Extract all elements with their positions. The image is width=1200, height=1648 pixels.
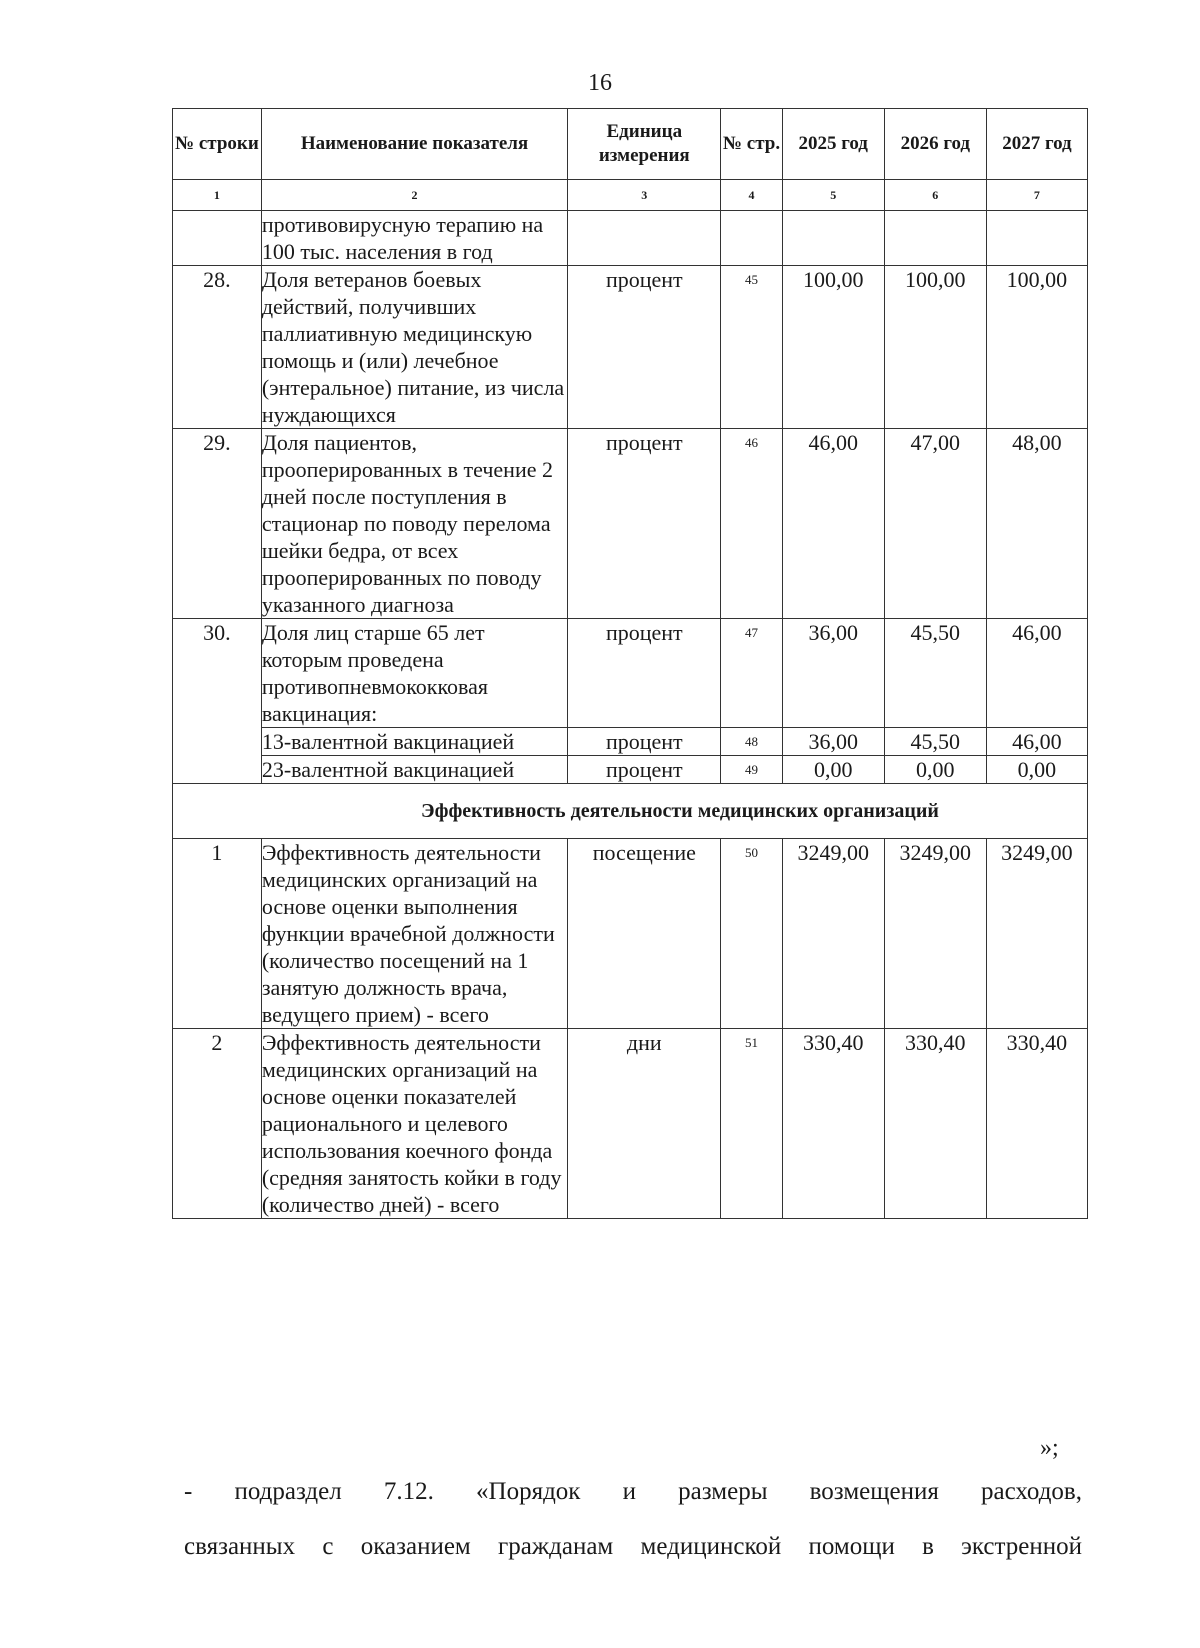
line-number: 48 — [721, 728, 782, 756]
table-row — [173, 1029, 1088, 1219]
value-2026: 330,40 — [884, 1029, 986, 1219]
table-row — [173, 429, 1088, 619]
table-row — [173, 756, 1088, 784]
row-number — [173, 211, 262, 266]
table-header-row — [173, 109, 1088, 180]
line-number — [721, 211, 782, 266]
value-2025: 330,40 — [782, 1029, 884, 1219]
value-2027: 3249,00 — [986, 839, 1087, 1029]
line-number: 45 — [721, 266, 782, 429]
indicator-name: Доля пациентов, прооперированных в течение 2 дней после поступления в стационар по поводу перелома шейки бедра, от всех прооперированных по поводу указанного диагноза — [261, 429, 567, 619]
column-number: 2 — [261, 180, 567, 211]
value-2027 — [986, 211, 1087, 266]
section-header-row — [173, 784, 1088, 839]
page-number: 16 — [588, 70, 612, 96]
line-number: 50 — [721, 839, 782, 1029]
indicators-table — [172, 108, 1088, 1219]
line-number: 49 — [721, 756, 782, 784]
value-2026: 45,50 — [884, 619, 986, 728]
header-row-number: № строки — [173, 109, 262, 180]
value-2027: 48,00 — [986, 429, 1087, 619]
column-number: 5 — [782, 180, 884, 211]
closing-quote: »; — [1040, 1435, 1059, 1461]
indicator-name: Эффективность деятельности медицинских организаций на основе оценки показателей рационального и целевого использования коечного фонда (средняя занятость койки в году (количество дней) - всего — [261, 1029, 567, 1219]
indicator-name: Доля ветеранов боевых действий, получивших паллиативную медицинскую помощь и (или) лечебное (энтеральное) питание, из числа нуждающихся — [261, 266, 567, 429]
value-2027: 46,00 — [986, 619, 1087, 728]
value-2027: 0,00 — [986, 756, 1087, 784]
header-unit: Единица измерения — [568, 109, 721, 180]
value-2025: 0,00 — [782, 756, 884, 784]
row-number: 1 — [173, 839, 262, 1029]
indicator-name: 13-валентной вакцинацией — [261, 728, 567, 756]
paragraph-line: - подраздел 7.12. «Порядок и размеры возмещения расходов, — [184, 1478, 1082, 1505]
value-2025: 100,00 — [782, 266, 884, 429]
header-year-2026: 2026 год — [884, 109, 986, 180]
table-row — [173, 839, 1088, 1029]
unit — [568, 211, 721, 266]
value-2025: 3249,00 — [782, 839, 884, 1029]
unit: процент — [568, 728, 721, 756]
value-2026: 0,00 — [884, 756, 986, 784]
column-number: 6 — [884, 180, 986, 211]
value-2027: 330,40 — [986, 1029, 1087, 1219]
table-row — [173, 211, 1088, 266]
row-number: 28. — [173, 266, 262, 429]
header-line-number: № стр. — [721, 109, 782, 180]
column-numbers-row — [173, 180, 1088, 211]
value-2026: 100,00 — [884, 266, 986, 429]
unit: дни — [568, 1029, 721, 1219]
value-2026: 47,00 — [884, 429, 986, 619]
header-year-2027: 2027 год — [986, 109, 1087, 180]
unit: процент — [568, 756, 721, 784]
indicator-name: противовирусную терапию на 100 тыс. населения в год — [261, 211, 567, 266]
unit: процент — [568, 429, 721, 619]
indicator-name: 23-валентной вакцинацией — [261, 756, 567, 784]
table-row — [173, 728, 1088, 756]
column-number: 7 — [986, 180, 1087, 211]
header-year-2025: 2025 год — [782, 109, 884, 180]
value-2025: 46,00 — [782, 429, 884, 619]
header-indicator-name: Наименование показателя — [261, 109, 567, 180]
value-2025 — [782, 211, 884, 266]
value-2027: 100,00 — [986, 266, 1087, 429]
line-number: 51 — [721, 1029, 782, 1219]
line-number: 46 — [721, 429, 782, 619]
line-number: 47 — [721, 619, 782, 728]
row-number: 30. — [173, 619, 262, 784]
table-row — [173, 266, 1088, 429]
unit: процент — [568, 619, 721, 728]
indicator-name: Доля лиц старше 65 лет которым проведена противопневмококковая вакцинация: — [261, 619, 567, 728]
value-2026: 3249,00 — [884, 839, 986, 1029]
value-2025: 36,00 — [782, 728, 884, 756]
row-number: 29. — [173, 429, 262, 619]
section-title: Эффективность деятельности медицинских организаций — [173, 784, 1088, 839]
unit: посещение — [568, 839, 721, 1029]
column-number: 1 — [173, 180, 262, 211]
value-2025: 36,00 — [782, 619, 884, 728]
row-number: 2 — [173, 1029, 262, 1219]
unit: процент — [568, 266, 721, 429]
column-number: 3 — [568, 180, 721, 211]
paragraph-line: связанных с оказанием гражданам медицинской помощи в экстренной — [184, 1533, 1082, 1560]
column-number: 4 — [721, 180, 782, 211]
value-2026 — [884, 211, 986, 266]
value-2027: 46,00 — [986, 728, 1087, 756]
value-2026: 45,50 — [884, 728, 986, 756]
table-row — [173, 619, 1088, 728]
indicator-name: Эффективность деятельности медицинских организаций на основе оценки выполнения функции врачебной должности (количество посещений на 1 занятую должность врача, ведущего прием) - всего — [261, 839, 567, 1029]
